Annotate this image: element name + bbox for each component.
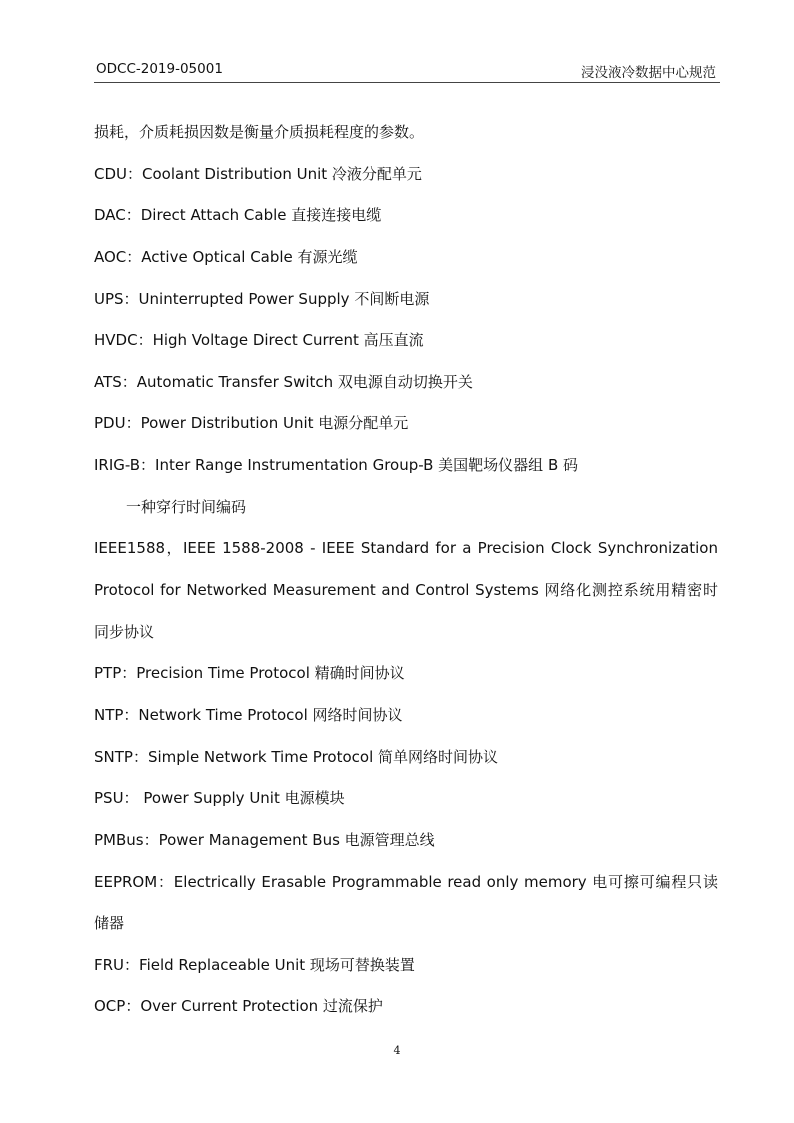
header-doc-title: 浸没液冷数据中心规范: [581, 65, 716, 81]
abbr-hvdc: HVDC：High Voltage Direct Current 高压直流: [94, 331, 424, 350]
header-doc-id: ODCC-2019-05001: [96, 61, 223, 77]
abbr-ocp: OCP：Over Current Protection 过流保护: [94, 997, 383, 1016]
abbr-psu: PSU： Power Supply Unit 电源模块: [94, 789, 345, 808]
abbr-aoc: AOC：Active Optical Cable 有源光缆: [94, 247, 358, 266]
abbr-ats: ATS：Automatic Transfer Switch 双电源自动切换开关: [94, 372, 473, 391]
abbr-pmbus: PMBus：Power Management Bus 电源管理总线: [94, 830, 435, 849]
abbr-ntp: NTP：Network Time Protocol 网络时间协议: [94, 705, 403, 724]
paragraph-line-loss: 损耗，介质耗损因数是衡量介质损耗程度的参数。: [94, 123, 425, 141]
abbr-ptp: PTP：Precision Time Protocol 精确时间协议: [94, 664, 405, 683]
page-header: [94, 56, 720, 83]
abbr-dac: DAC：Direct Attach Cable 直接连接电缆: [94, 206, 382, 225]
abbr-ieee1588: IEEE1588，IEEE 1588-2008 - IEEE Standard for a Precision Clock Synchronization: [94, 539, 718, 558]
abbr-pdu: PDU：Power Distribution Unit 电源分配单元: [94, 414, 409, 433]
abbr-eeprom: EEPROM：Electrically Erasable Programmable read only memory 电可擦可编程只读: [94, 872, 718, 891]
abbr-irig-b-continued: 一种穿行时间编码: [126, 497, 247, 516]
page-body: [94, 112, 718, 1028]
abbr-eeprom-continued: 储器: [94, 914, 125, 933]
abbr-ieee1588-line3: 同步协议: [94, 622, 155, 641]
abbr-fru: FRU：Field Replaceable Unit 现场可替换装置: [94, 955, 415, 974]
abbr-irig-b: IRIG-B：Inter Range Instrumentation Group-B 美国靶场仪器组 B 码: [94, 456, 578, 475]
abbr-cdu: CDU：Coolant Distribution Unit 冷液分配单元: [94, 164, 422, 183]
page-number: 4: [393, 1044, 401, 1057]
abbr-ieee1588-line2: Protocol for Networked Measurement and Control Systems 网络化测控系统用精密时: [94, 581, 718, 600]
abbr-ups: UPS：Uninterrupted Power Supply 不间断电源: [94, 289, 430, 308]
abbr-sntp: SNTP：Simple Network Time Protocol 简单网络时间协议: [94, 747, 499, 766]
